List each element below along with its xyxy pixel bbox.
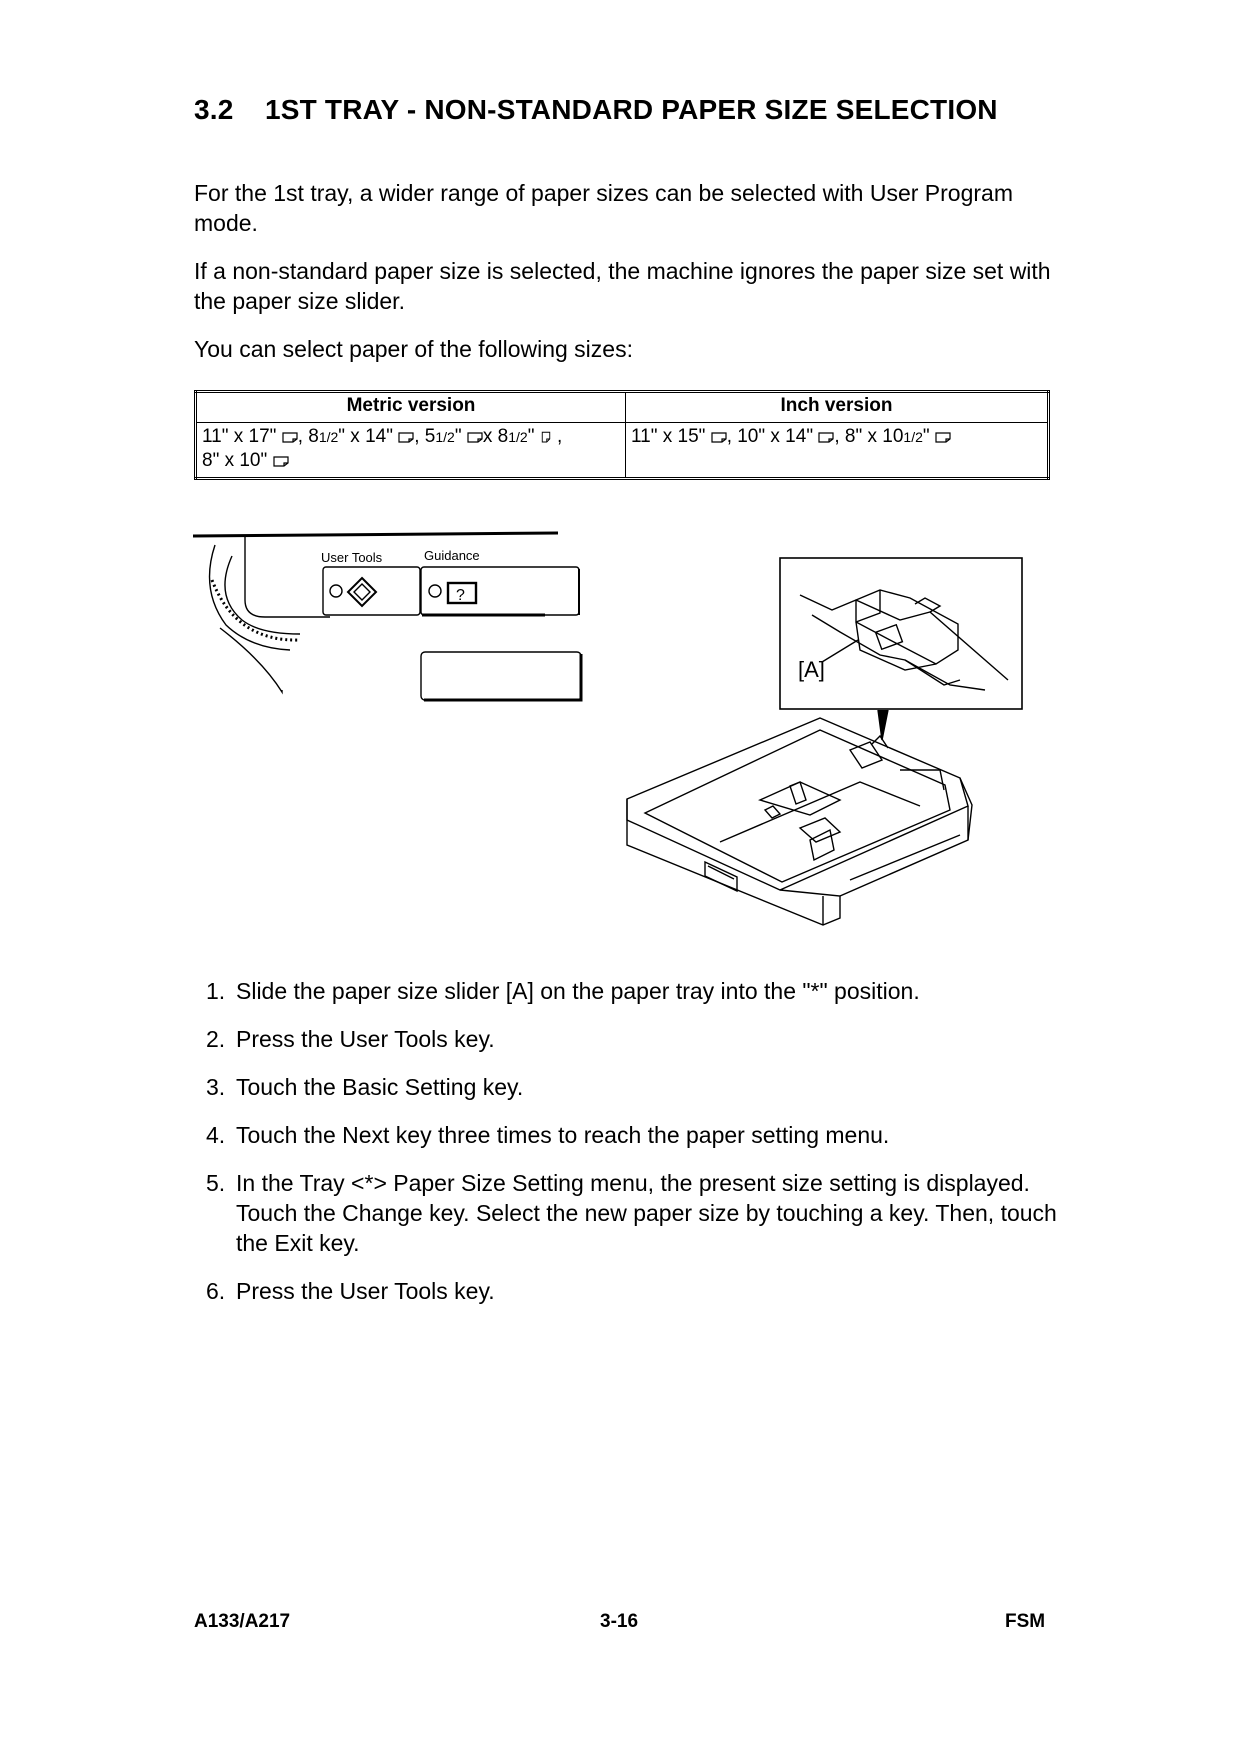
guidance-indicator: [429, 585, 441, 597]
fraction-text: 1/2: [318, 429, 339, 445]
fraction-text: 1/2: [435, 429, 455, 445]
intro-paragraph: For the 1st tray, a wider range of paper sizes can be selected with User Program mode.: [194, 180, 1014, 236]
non-standard-paragraph: If a non-standard paper size is selected, the machine ignores the paper size set with the paper size slider.: [194, 258, 1051, 314]
size-text: 8" x 10": [202, 450, 268, 471]
guidance-key-glyph: ?: [456, 587, 465, 604]
step-text: Touch the Next key three times to reach the paper setting menu.: [236, 1122, 890, 1148]
size-text: 11" x 17": [202, 426, 277, 447]
size-text: ": [454, 426, 462, 447]
step-text: In the Tray <*> Paper Size Setting menu, the present size setting is displayed. Touch the Change key. Select the new paper size by touching a key. Then, touch the Exit key.: [236, 1170, 1057, 1256]
size-text: 11" x 15": [631, 426, 706, 447]
fraction-text: 1/2: [508, 429, 528, 445]
footer-model: A133/A217: [194, 1611, 291, 1632]
step-item: [206, 1024, 1066, 1054]
step-number: 1.: [206, 978, 226, 1004]
sizes-intro-paragraph: You can select paper of the following sizes:: [194, 336, 633, 362]
inch-header: Inch version: [626, 392, 1049, 423]
user-tools-key: [323, 567, 420, 615]
fraction-text: 1/2: [903, 429, 923, 445]
step-item: [206, 1072, 1066, 1102]
guidance-label: Guidance: [424, 548, 480, 563]
size-text: ": [922, 426, 930, 447]
step-text: Touch the Basic Setting key.: [236, 1074, 524, 1100]
step-text: Press the User Tools key.: [236, 1278, 495, 1304]
guidance-key: [421, 567, 579, 615]
step-item: [206, 1168, 1066, 1258]
callout-box: [780, 558, 1022, 709]
step-item: [206, 1120, 1066, 1150]
metric-header: Metric version: [196, 392, 626, 423]
step-item: [206, 1276, 1066, 1306]
size-text: , 5: [414, 426, 436, 447]
procedure-steps: [206, 976, 1066, 1324]
footer-page-number: 3-16: [600, 1611, 639, 1632]
size-text: , 10" x 14": [726, 426, 814, 447]
user-tools-label: User Tools: [321, 550, 383, 565]
size-text: , 8: [297, 426, 319, 447]
step-number: 3.: [206, 1074, 226, 1100]
step-text: Press the User Tools key.: [236, 1026, 495, 1052]
step-text: Slide the paper size slider [A] on the paper tray into the "*" position.: [236, 978, 920, 1004]
callout-pointer: [878, 710, 888, 740]
callout-label: [A]: [798, 657, 825, 682]
size-text: x 8: [482, 426, 509, 447]
user-tools-indicator: [330, 585, 342, 597]
callout-leader: [822, 640, 858, 662]
panel-dial-outline: [245, 537, 330, 617]
footer-manual-code: FSM: [1005, 1611, 1046, 1632]
size-text: , 8" x 10: [834, 426, 904, 447]
separator-text: ,: [557, 426, 563, 447]
size-text: ": [527, 426, 535, 447]
step-number: 5.: [206, 1170, 226, 1196]
step-number: 2.: [206, 1026, 226, 1052]
section-number: 3.2: [194, 94, 234, 125]
step-item: [206, 976, 1066, 1006]
step-number: 4.: [206, 1122, 226, 1148]
section-title: 1ST TRAY - NON-STANDARD PAPER SIZE SELECTION: [265, 94, 998, 125]
panel-display-key: [421, 652, 581, 700]
user-tools-icon: [348, 578, 376, 606]
step-number: 6.: [206, 1278, 226, 1304]
size-text: " x 14": [338, 426, 393, 447]
